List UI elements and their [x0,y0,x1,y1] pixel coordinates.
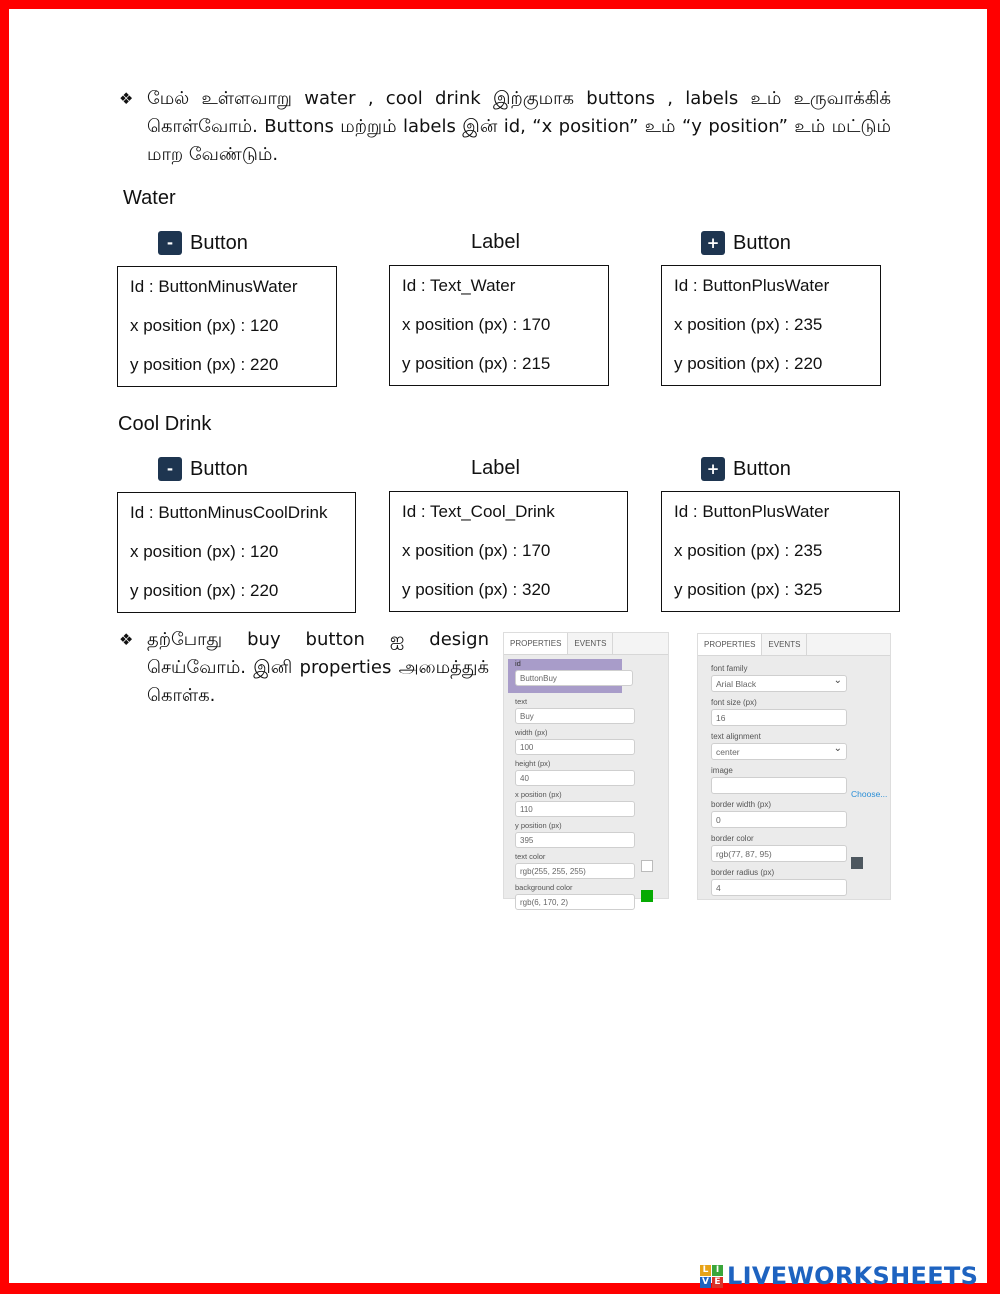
background-color-swatch[interactable] [641,890,653,902]
box-id: Id : Text_Cool_Drink [402,502,555,521]
water-label-box [389,265,609,386]
field-label: height (px) [515,759,551,768]
field-label: border color [711,834,754,843]
water-plus-box [661,265,881,386]
height-input[interactable]: 40 [515,770,635,786]
field-label: background color [515,883,573,892]
box-id: Id : ButtonMinusCoolDrink [130,503,328,522]
field-label: font family [711,664,748,673]
tab-events[interactable]: EVENTS [762,634,807,655]
width-input[interactable]: 100 [515,739,635,755]
box-x: x position (px) : 170 [402,315,551,334]
box-y: y position (px) : 220 [674,354,823,373]
field-label: text [515,697,528,706]
border-radius-input[interactable]: 4 [711,879,847,896]
box-id: Id : ButtonPlusWater [674,276,830,295]
tab-properties[interactable]: PROPERTIES [698,634,762,655]
bullet-icon: ❖ [119,630,134,649]
box-x: x position (px) : 235 [674,541,823,560]
tab-events[interactable]: EVENTS [568,633,613,654]
box-id: Id : ButtonPlusWater [674,502,830,521]
field-label: border width (px) [711,800,772,809]
field-label: y position (px) [515,821,562,830]
cooldrink-title: Cool Drink [118,413,212,435]
cooldrink-label-head-label: Label [471,457,520,479]
water-label-heading [471,231,520,254]
box-y: y position (px) : 320 [402,580,551,599]
cooldrink-label-heading [471,457,520,480]
water-title: Water [123,187,176,209]
cooldrink-minus-box [117,492,356,613]
field-label: border radius (px) [711,868,775,877]
box-y: y position (px) : 220 [130,355,279,374]
intro-paragraph [119,85,891,169]
text-alignment-select[interactable]: center ⌄ [711,743,847,760]
buy-text: தற்போது buy button ஐ design செய்வோம். இனி properties அமைத்துக் கொள்க. [147,629,489,706]
background-color-input[interactable]: rgb(6, 170, 2) [515,894,635,910]
field-label: image [711,766,733,775]
buy-paragraph [119,626,489,710]
minus-icon: - [158,231,182,255]
tab-properties[interactable]: PROPERTIES [504,633,568,654]
cooldrink-minus-head-label: Button [190,457,248,480]
minus-icon: - [158,457,182,481]
plus-icon: + [701,457,725,481]
box-y: y position (px) : 220 [130,581,279,600]
x-position-input[interactable]: 110 [515,801,635,817]
id-input[interactable]: ButtonBuy [515,670,633,686]
water-plus-head-label: Button [733,231,791,254]
border-width-input[interactable]: 0 [711,811,847,828]
logo-mark-icon: L I V E [700,1265,723,1288]
box-id: Id : ButtonMinusWater [130,277,298,296]
text-input[interactable]: Buy [515,708,635,724]
y-position-input[interactable]: 395 [515,832,635,848]
bullet-icon: ❖ [119,89,134,108]
plus-icon: + [701,231,725,255]
properties-panel-button [503,632,669,907]
panel-tabs [698,634,890,656]
id-field-highlight [508,659,622,693]
field-label: text alignment [711,732,761,741]
font-family-select[interactable]: Arial Black ⌄ [711,675,847,692]
box-x: x position (px) : 170 [402,541,551,560]
field-label: x position (px) [515,790,562,799]
field-label: font size (px) [711,698,757,707]
choose-image-link[interactable]: Choose... [851,789,888,799]
panel-tabs [504,633,668,655]
water-minus-box [117,266,337,387]
text-color-swatch[interactable] [641,860,653,872]
box-x: x position (px) : 235 [674,315,823,334]
box-y: y position (px) : 325 [674,580,823,599]
field-label: id [515,659,521,668]
liveworksheets-logo [700,1262,978,1290]
field-label: text color [515,852,546,861]
field-label: width (px) [515,728,548,737]
box-x: x position (px) : 120 [130,316,279,335]
cooldrink-plus-box [661,491,900,612]
cooldrink-plus-head-label: Button [733,457,791,480]
border-color-input[interactable]: rgb(77, 87, 95) [711,845,847,862]
text-color-input[interactable]: rgb(255, 255, 255) [515,863,635,879]
box-x: x position (px) : 120 [130,542,279,561]
cooldrink-label-box [389,491,628,612]
intro-text: மேல் உள்ளவாறு water , cool drink இற்குமாக buttons , labels உம் உருவாக்கிக் கொள்வோம். Buttons மற்றும் labels இன் id, “x position” உம் “y position” உம் மட்டும் மாற வேண்டும். [147,88,891,165]
font-size-input[interactable]: 16 [711,709,847,726]
box-y: y position (px) : 215 [402,354,551,373]
cooldrink-plus-button-heading [701,457,791,481]
box-id: Id : Text_Water [402,276,516,295]
properties-panel-style [697,633,891,900]
border-color-swatch[interactable] [851,857,863,869]
cooldrink-minus-button-heading [158,457,248,481]
water-minus-button-heading [158,231,248,255]
water-label-head-label: Label [471,231,520,253]
water-plus-button-heading [701,231,791,255]
water-minus-head-label: Button [190,231,248,254]
image-input[interactable] [711,777,847,794]
logo-text: LIVEWORKSHEETS [727,1262,979,1290]
